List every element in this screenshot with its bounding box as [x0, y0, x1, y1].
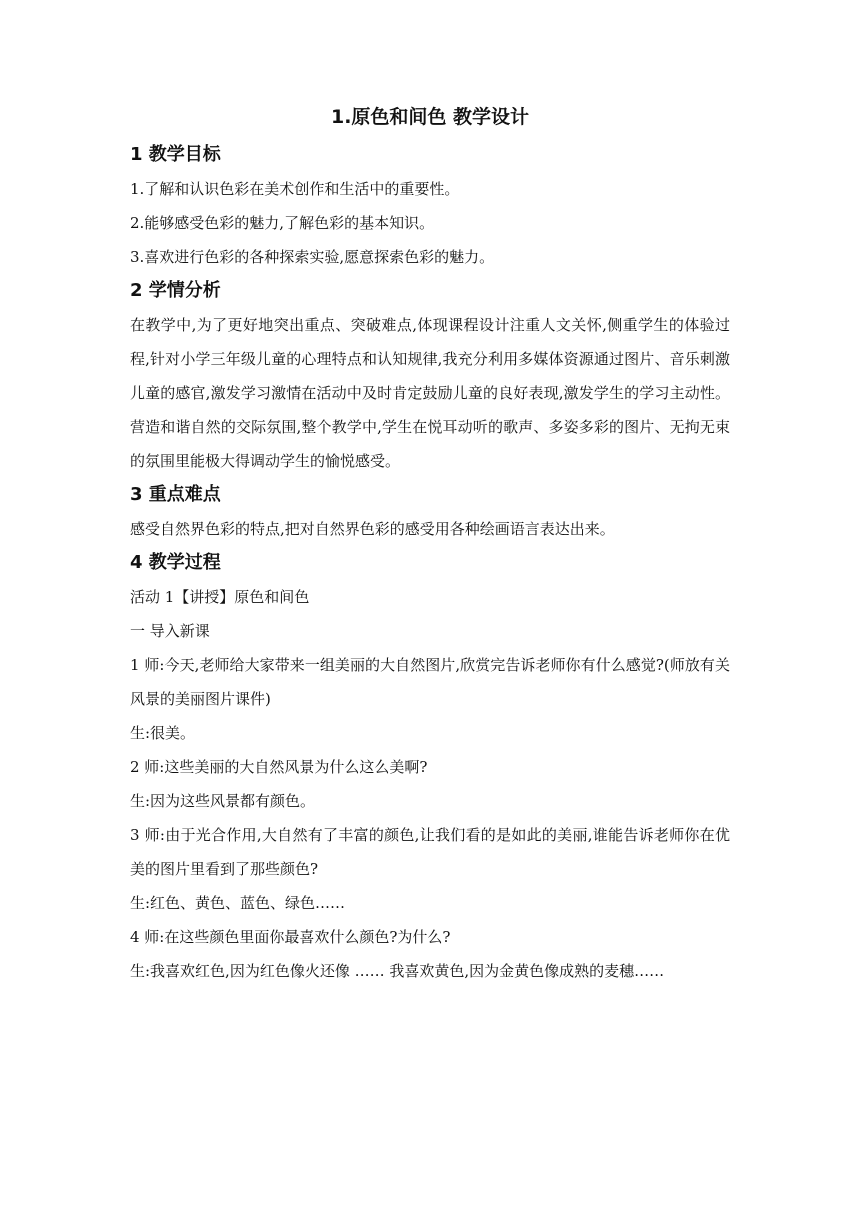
dialogue-line: 生:很美。 — [130, 724, 196, 742]
dialogue-line: 4 师:在这些颜色里面你最喜欢什么颜色?为什么? — [130, 928, 451, 946]
goal-item: 1.了解和认识色彩在美术创作和生活中的重要性。 — [130, 180, 460, 198]
key-points-paragraph: 感受自然界色彩的特点,把对自然界色彩的感受用各种绘画语言表达出来。 — [130, 520, 615, 538]
dialogue-line: 生:我喜欢红色,因为红色像火还像 …… 我喜欢黄色,因为金黄色像成熟的麦穗…… — [130, 962, 665, 980]
dialogue-line: 生:红色、黄色、蓝色、绿色…… — [130, 894, 346, 912]
section-heading-key-points: 3 重点难点 — [130, 484, 221, 505]
section-heading-process: 4 教学过程 — [130, 552, 221, 573]
section-heading-analysis: 2 学情分析 — [130, 280, 221, 301]
activity-label: 活动 1【讲授】原色和间色 — [130, 588, 310, 606]
goal-item: 2.能够感受色彩的魅力,了解色彩的基本知识。 — [130, 214, 435, 232]
dialogue-line: 2 师:这些美丽的大自然风景为什么这么美啊? — [130, 758, 428, 776]
dialogue-line: 生:因为这些风景都有颜色。 — [130, 792, 316, 810]
dialogue-line: 3 师:由于光合作用,大自然有了丰富的颜色,让我们看的是如此的美丽,谁能告诉老师你在优美的图片里看到了那些颜色? — [130, 826, 730, 878]
analysis-paragraph: 在教学中,为了更好地突出重点、突破难点,体现课程设计注重人文关怀,侧重学生的体验过程,针对小学三年级儿童的心理特点和认知规律,我充分利用多媒体资源通过图片、音乐刺激儿童的感官,激发学习激情在活动中及时肯定鼓励儿童的良好表现,激发学生的学习主动性。营造和谐自然的交际氛围,整个教学中,学生在悦耳动听的歌声、多姿多彩的图片、无拘无束的氛围里能极大得调动学生的愉悦感受。 — [130, 316, 730, 470]
document-title: 1.原色和间色 教学设计 — [330, 106, 530, 128]
section-heading-goals: 1 教学目标 — [130, 144, 221, 165]
document-body — [130, 100, 730, 988]
goal-item: 3.喜欢进行色彩的各种探索实验,愿意探索色彩的魅力。 — [130, 248, 495, 266]
dialogue-line: 1 师:今天,老师给大家带来一组美丽的大自然图片,欣赏完告诉老师你有什么感觉?(师放有关风景的美丽图片课件) — [130, 656, 730, 708]
part-label: 一 导入新课 — [130, 622, 210, 640]
